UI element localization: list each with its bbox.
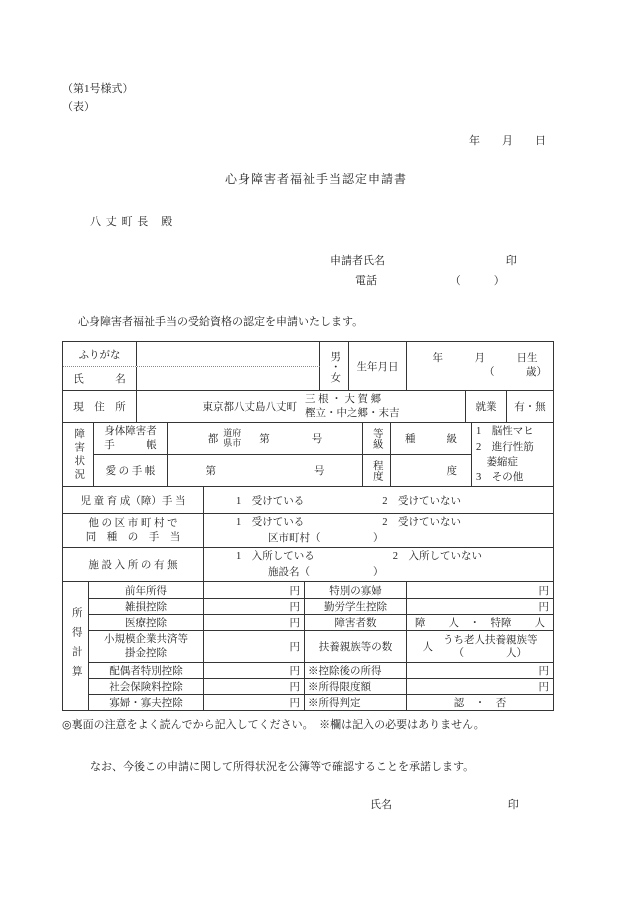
phone-label: 電話 xyxy=(355,275,377,288)
disabled-count-middle: 人 ・ 特障 xyxy=(448,618,512,630)
grade-value-field xyxy=(391,423,472,454)
other-municipality-options xyxy=(204,514,553,547)
physical-handbook-label-line2: 手 帳 xyxy=(104,439,157,451)
disabled-count-prefix: 障 xyxy=(415,618,426,630)
pref-char: 都 xyxy=(207,434,219,446)
pref-type-top: 道府 xyxy=(223,427,242,438)
amount-blank: 円 xyxy=(204,663,305,678)
furigana-input-field xyxy=(137,342,320,366)
amount-blank: 円 xyxy=(204,599,305,614)
physical-handbook-number-field xyxy=(168,423,363,454)
income-right-blank: 円 xyxy=(538,602,549,614)
income-item-label-line1: 小規模企業共済等 xyxy=(104,633,188,645)
address-row xyxy=(63,390,553,422)
employment-options: 有・無 xyxy=(514,402,546,414)
furigana-subrow xyxy=(63,342,320,367)
option-not-admitted: 2 入所していない xyxy=(392,551,482,563)
disability-section-label-cell xyxy=(63,423,94,486)
gender-options: 男・女 xyxy=(329,350,341,383)
disabled-count-suffix: 人 xyxy=(534,618,545,630)
income-row-medical-deduction xyxy=(89,614,553,630)
ai-techo-label: 愛 の 手 帳 xyxy=(94,455,168,486)
techo-number-prefix: 第 xyxy=(205,466,216,478)
income-row-widow-deduction xyxy=(89,694,553,710)
income-row-social-insurance xyxy=(89,678,553,694)
physical-handbook-label xyxy=(94,423,168,454)
number-prefix: 第 xyxy=(259,434,270,446)
form-style-label: （第1号様式） xyxy=(62,83,134,95)
income-item-label: 前年所得 xyxy=(89,582,204,598)
grade-label-cell xyxy=(363,423,391,454)
birthdate-field xyxy=(407,342,553,390)
applicant-block xyxy=(330,251,570,291)
intro-sentence: 心身障害者福祉手当の受給資格の認定を申請いたします。 xyxy=(78,316,364,329)
income-right-label: 障害者数 xyxy=(305,615,407,630)
techo-number-suffix: 号 xyxy=(314,466,325,478)
age-blank: （ 歳） xyxy=(484,367,547,379)
number-suffix: 号 xyxy=(311,434,323,446)
ai-techo-row xyxy=(94,454,472,486)
address-area-line1: 三 根 ・ 大 賀 郷 xyxy=(305,393,382,405)
other-municipality-option-line xyxy=(204,515,553,531)
option-receiving: 1 受けている xyxy=(236,495,305,507)
amount-blank: 円 xyxy=(204,582,305,598)
grade-kind: 種 xyxy=(405,434,416,446)
facility-options xyxy=(204,548,553,581)
dependents-count-field xyxy=(407,631,553,662)
name-row xyxy=(63,342,553,390)
income-item-label: 寡婦・寡夫控除 xyxy=(89,695,204,710)
income-right-label: 特別の寡婦 xyxy=(305,582,407,598)
income-section-label: 所得計算 xyxy=(70,607,82,686)
municipality-name-blank: 区市町村（ ） xyxy=(268,532,384,544)
other-municipality-label xyxy=(63,514,204,547)
applicant-seal-mark: 印 xyxy=(505,255,517,268)
income-judgement-field: 認 ・ 否 xyxy=(453,698,507,710)
option-not-receiving: 2 受けていない xyxy=(382,517,461,529)
birthdate-label: 生年月日 xyxy=(349,342,407,390)
income-right-blank: 円 xyxy=(538,682,549,694)
other-municipality-label-line2: 同 種 の 手 当 xyxy=(85,531,181,543)
pref-type-bottom: 県市 xyxy=(223,437,242,448)
facility-label: 施 設 入 所 の 有 無 xyxy=(63,548,204,581)
facility-option-line xyxy=(204,549,553,565)
facility-name-blank: 施設名（ ） xyxy=(268,566,384,578)
applicant-name-label: 申請者氏名 xyxy=(330,255,385,268)
elderly-dependents-label: うち老人扶養親族等 xyxy=(443,634,538,646)
disability-section-label: 障害状況 xyxy=(73,427,85,482)
income-section xyxy=(63,581,553,710)
income-rows xyxy=(89,582,553,710)
disability-rows xyxy=(63,422,553,486)
income-item-label-line2: 掛金控除 xyxy=(125,647,167,659)
grade-label: 等級 xyxy=(371,428,383,450)
consent-sentence: なお、今後この申請に関して所得状況を公簿等で確認することを承諾します。 xyxy=(90,761,475,774)
signature-seal-mark: 印 xyxy=(507,799,519,812)
income-right-label: ※所得判定 xyxy=(305,695,407,710)
date-line: 年 月 日 xyxy=(469,135,546,148)
signature-name-label: 氏名 xyxy=(370,799,392,812)
income-right-blank: 円 xyxy=(538,666,549,678)
address-area-line2: 樫立・中之郷・末吉 xyxy=(305,407,400,419)
furigana-label: ふりがな xyxy=(63,342,137,366)
applicant-name-line xyxy=(330,251,570,271)
handbook-columns xyxy=(94,423,472,486)
facility-row xyxy=(63,547,553,581)
name-subrow xyxy=(63,367,320,391)
phone-blank-field: （ ） xyxy=(449,275,505,288)
income-right-label: ※所得限度額 xyxy=(305,679,407,694)
disability-type-2: 2 進行性筋 xyxy=(476,441,534,453)
amount-blank: 円 xyxy=(204,679,305,694)
disability-type-1: 1 脳性マヒ xyxy=(476,426,534,438)
income-right-label: 扶養親族等の数 xyxy=(305,631,407,662)
child-allowance-row xyxy=(63,486,553,513)
address-field xyxy=(137,391,466,422)
name-label-and-field xyxy=(63,342,320,390)
income-row-prev-income xyxy=(89,582,553,598)
amount-blank: 円 xyxy=(204,631,305,662)
income-item-label: 配偶者特別控除 xyxy=(89,663,204,678)
option-not-receiving: 2 受けていない xyxy=(382,495,461,507)
physical-handbook-row xyxy=(94,423,472,454)
income-item-label: 医療控除 xyxy=(89,615,204,630)
option-receiving: 1 受けている xyxy=(236,517,305,529)
income-item-label: 雑損控除 xyxy=(89,599,204,614)
address-prefix: 東京都八丈島八丈町 xyxy=(202,402,297,414)
child-allowance-label: 児 童 育 成（障）手 当 xyxy=(63,487,204,513)
income-row-spouse-deduction xyxy=(89,662,553,678)
elderly-dependents xyxy=(443,634,538,660)
income-row-misc-deduction xyxy=(89,598,553,614)
employment-label: 就業 xyxy=(466,391,507,422)
disability-type-2b: 萎縮症 xyxy=(476,456,518,468)
gender-cell xyxy=(320,342,349,390)
physical-handbook-label-line1: 身体障害者 xyxy=(104,425,157,437)
address-label: 現 住 所 xyxy=(63,391,137,422)
other-municipality-label-line1: 他 の 区 市 町 村 で xyxy=(88,517,178,529)
income-item-label xyxy=(89,631,204,662)
name-input-field xyxy=(137,367,320,391)
dependents-count-unit: 人 xyxy=(422,642,433,654)
income-right-label: ※控除後の所得 xyxy=(305,663,407,678)
form-side-label: （表） xyxy=(62,101,95,114)
option-admitted: 1 入所している xyxy=(236,551,315,563)
name-label: 氏 名 xyxy=(63,367,137,391)
signature-line xyxy=(370,796,570,812)
phone-line xyxy=(355,271,570,291)
disability-type-3: 3 その他 xyxy=(476,472,524,483)
form-title: 心身障害者福祉手当認定申請書 xyxy=(224,172,407,187)
ai-techo-number-field xyxy=(168,455,363,486)
address-area-options xyxy=(305,393,400,421)
disabled-count-field xyxy=(407,615,553,630)
income-right-label: 勤労学生控除 xyxy=(305,599,407,614)
birthdate-blank: 年 月 日生 xyxy=(432,352,538,364)
disability-type-list xyxy=(472,423,553,486)
income-item-label: 社会保険料控除 xyxy=(89,679,204,694)
reverse-side-note: ◎裏面の注意をよく読んでから記入してください。 ※欄は記入の必要はありません。 xyxy=(62,719,485,732)
degree-value-field: 度 xyxy=(391,455,472,486)
addressee: 八 丈 町 長 殿 xyxy=(90,216,174,229)
pref-type-stack xyxy=(223,429,241,449)
degree-label: 程度 xyxy=(371,460,383,482)
elderly-dependents-blank: （ 人） xyxy=(453,647,527,659)
application-table xyxy=(62,341,554,711)
child-allowance-options xyxy=(204,487,553,513)
grade-class: 級 xyxy=(446,434,457,446)
amount-blank: 円 xyxy=(204,615,305,630)
income-section-label-cell xyxy=(63,582,89,710)
degree-label-cell xyxy=(363,455,391,486)
amount-blank: 円 xyxy=(204,695,305,710)
income-row-small-business xyxy=(89,630,553,662)
other-municipality-row xyxy=(63,513,553,547)
income-right-blank: 円 xyxy=(538,585,549,597)
